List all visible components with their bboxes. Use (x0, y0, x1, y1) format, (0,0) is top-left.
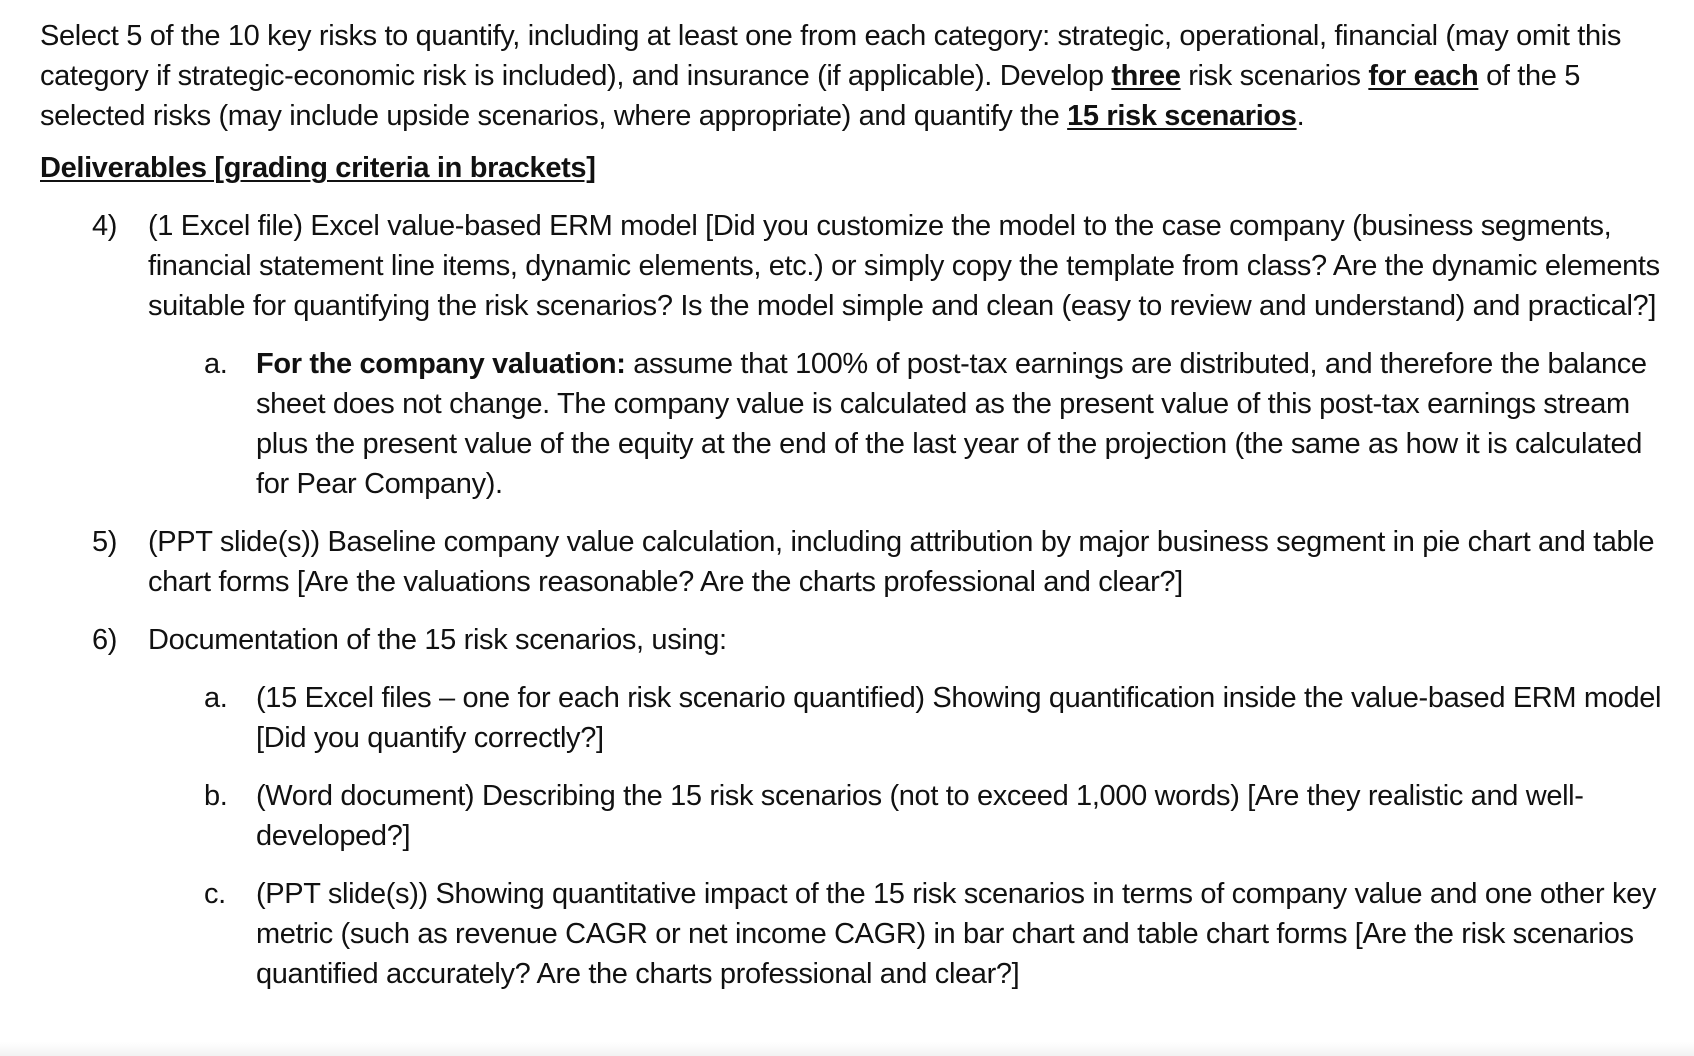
emphasis-three: three (1111, 60, 1181, 92)
sub-item-text: assume that 100% of post-tax earnings are distributed, and therefore the balance sheet does not change. The company value is calculated as the present value of this post-tax earnings stream plus the present value of the equity at the end of the last year of the projection (the same as how it is calculated for Pear Company). (256, 348, 1647, 500)
deliverable-text: (PPT slide(s)) Baseline company value calculation, including attribution by major business segment in pie chart and table chart forms [Are the valuations reasonable? Are the charts professional and clear?] (148, 526, 1655, 598)
intro-text-3: of the 5 selected risks (may include upside scenarios, where appropriate) and quantify the (40, 60, 1581, 132)
list-marker: a. (204, 348, 228, 380)
emphasis-15-risk-scenarios: 15 risk scenarios (1067, 100, 1297, 132)
sub-item-4a (40, 344, 1664, 504)
deliverable-text: Documentation of the 15 risk scenarios, using: (148, 624, 727, 656)
sub-item-text: (15 Excel files – one for each risk scenario quantified) Showing quantification inside the value-based ERM model [Did you quantify correctly?] (256, 682, 1662, 754)
deliverable-item-5 (40, 522, 1664, 602)
intro-text-1: Select 5 of the 10 key risks to quantify, including at least one from each category: strategic, operational, financial (may omit this category if strategic-economic risk is included), and insurance (if applicable). Develop (40, 20, 1621, 92)
sub-item-text: (PPT slide(s)) Showing quantitative impact of the 15 risk scenarios in terms of company value and one other key metric (such as revenue CAGR or net income CAGR) in bar chart and table chart forms [Are the risk scenarios quantified accurately? Are the charts professional and clear?] (256, 878, 1657, 990)
list-marker: c. (204, 878, 226, 910)
intro-text-2: risk scenarios (1180, 60, 1369, 92)
deliverables-heading: Deliverables [grading criteria in brackets] (40, 152, 596, 184)
sub-item-text: (Word document) Describing the 15 risk scenarios (not to exceed 1,000 words) [Are they realistic and well-developed?] (256, 780, 1584, 852)
emphasis-for-each: for each (1368, 60, 1479, 92)
list-marker: 6) (92, 624, 118, 656)
deliverable-item-6 (40, 620, 1664, 660)
sub-item-6b (40, 776, 1664, 856)
list-marker: a. (204, 682, 228, 714)
intro-paragraph (40, 16, 1664, 136)
document-page (40, 16, 1664, 994)
deliverable-item-4 (40, 206, 1664, 326)
sub-item-bold-label: For the company valuation: (256, 348, 626, 380)
deliverable-text: (1 Excel file) Excel value-based ERM model [Did you customize the model to the case company (business segments, financial statement line items, dynamic elements, etc.) or simply copy the template from class? Are the dynamic elements suitable for quantifying the risk scenarios? Is the model simple and clean (easy to review and understand) and practical?] (148, 210, 1660, 322)
sub-item-6c (40, 874, 1664, 994)
intro-text-4: . (1296, 100, 1305, 132)
sub-item-6a (40, 678, 1664, 758)
page-bottom-edge (0, 1042, 1694, 1056)
list-marker: 4) (92, 210, 118, 242)
list-marker: b. (204, 780, 228, 812)
list-marker: 5) (92, 526, 118, 558)
